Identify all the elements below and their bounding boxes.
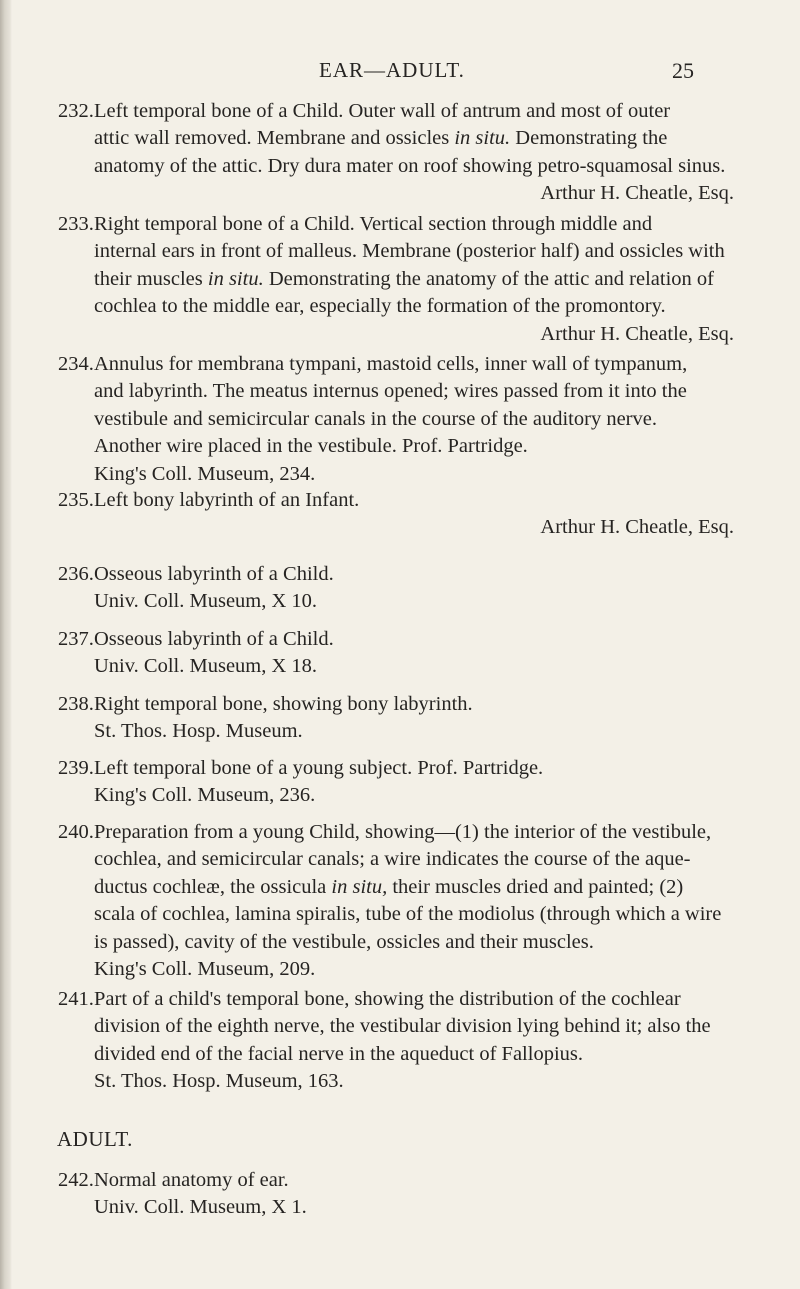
entry-donor: Arthur H. Cheatle, Esq. [540, 516, 734, 539]
entry-text-line: Annulus for membrana tympani, mastoid cells, inner wall of tympanum, [94, 353, 688, 375]
entry-text-line: Normal anatomy of ear. [94, 1169, 289, 1191]
entry-text-line: King's Coll. Museum, 234. [94, 462, 316, 485]
entry-text-line: St. Thos. Hosp. Museum, 163. [94, 1070, 344, 1093]
entry-text-line: divided end of the facial nerve in the aqueduct of Fallopius. [94, 1042, 583, 1065]
entry-text-line: ductus cochleæ, the ossicula in situ, their muscles dried and painted; (2) [94, 875, 684, 898]
book-spine-edge [0, 0, 12, 1289]
catalogue-entry-240 [58, 819, 734, 983]
entry-text-line: Univ. Coll. Museum, X 18. [94, 655, 318, 678]
catalogue-entry-242 [58, 1167, 734, 1222]
entry-number: 237. [58, 628, 94, 650]
entry-number: 235. [58, 489, 94, 511]
entry-number: 239. [58, 757, 94, 779]
entry-text-line: Preparation from a young Child, showing—(1) the interior of the vestibule, [94, 821, 712, 843]
page-number: 25 [672, 58, 694, 83]
italic-term: in situ. [207, 267, 264, 290]
entry-text-line: Left bony labyrinth of an Infant. [94, 489, 360, 511]
entry-text-line: scala of cochlea, lamina spiralis, tube of the modiolus (through which a wire [94, 903, 722, 926]
entry-text-line: Right temporal bone, showing bony labyrinth. [94, 693, 473, 715]
italic-term: in situ. [454, 127, 511, 150]
entry-text-line: Left temporal bone of a young subject. Prof. Partridge. [94, 757, 544, 779]
entry-text-line: King's Coll. Museum, 209. [94, 958, 316, 981]
entry-text-line: and labyrinth. The meatus internus opened; wires passed from it into the [94, 380, 687, 403]
entry-text-line: Left temporal bone of a Child. Outer wall of antrum and most of outer [94, 100, 671, 122]
entry-text-line: cochlea to the middle ear, especially the formation of the promontory. [94, 295, 666, 318]
entry-number: 234. [58, 353, 94, 375]
entry-text-line: attic wall removed. Membrane and ossicles in situ. Demonstrating the [94, 127, 668, 150]
entry-number: 238. [58, 693, 94, 715]
catalogue-entry-233 [58, 211, 734, 348]
entry-number: 232. [58, 100, 94, 122]
entry-number: 236. [58, 563, 94, 585]
entry-number: 241. [58, 988, 94, 1010]
catalogue-entry-232 [58, 98, 734, 208]
entry-text-line: vestibule and semicircular canals in the course of the auditory nerve. [94, 407, 657, 430]
catalogue-entry-238 [58, 691, 734, 746]
catalogue-entry-239 [58, 755, 734, 810]
entry-number: 240. [58, 821, 94, 843]
page-header [0, 58, 800, 92]
entry-number: 233. [58, 213, 94, 235]
entry-donor: Arthur H. Cheatle, Esq. [540, 322, 734, 345]
entry-text-line: Univ. Coll. Museum, X 10. [94, 590, 318, 613]
catalogue-entry-241 [58, 986, 734, 1096]
entry-text-line: Osseous labyrinth of a Child. [94, 628, 334, 650]
catalogue-entry-235 [58, 487, 734, 542]
entry-text-line: Osseous labyrinth of a Child. [94, 563, 334, 585]
entry-text-line: their muscles in situ. Demonstrating the anatomy of the attic and relation of [94, 267, 714, 290]
entry-text-line: Univ. Coll. Museum, X 1. [94, 1196, 307, 1219]
running-head: EAR—ADULT. [319, 58, 465, 82]
entry-text-line: anatomy of the attic. Dry dura mater on roof showing petro-squamosal sinus. [94, 154, 726, 177]
catalogue-entry-236 [58, 561, 734, 616]
entry-text-line: is passed), cavity of the vestibule, ossicles and their muscles. [94, 930, 594, 953]
entry-text-line: division of the eighth nerve, the vestibular division lying behind it; also the [94, 1015, 711, 1038]
entry-text-line: cochlea, and semicircular canals; a wire indicates the course of the aque- [94, 848, 691, 871]
entry-text-line: Part of a child's temporal bone, showing the distribution of the cochlear [94, 988, 681, 1010]
section-heading-adult: ADULT. [57, 1127, 133, 1151]
entry-text-line: King's Coll. Museum, 236. [94, 784, 316, 807]
catalogue-entry-237 [58, 626, 734, 681]
catalogue-entry-234 [58, 351, 734, 488]
entry-number: 242. [58, 1169, 94, 1191]
entry-donor: Arthur H. Cheatle, Esq. [540, 182, 734, 205]
italic-term: in situ, [331, 875, 388, 898]
entry-text-line: Right temporal bone of a Child. Vertical section through middle and [94, 213, 653, 235]
entry-text-line: Another wire placed in the vestibule. Prof. Partridge. [94, 435, 528, 458]
entry-text-line: St. Thos. Hosp. Museum. [94, 720, 303, 743]
entry-text-line: internal ears in front of malleus. Membrane (posterior half) and ossicles with [94, 240, 725, 263]
